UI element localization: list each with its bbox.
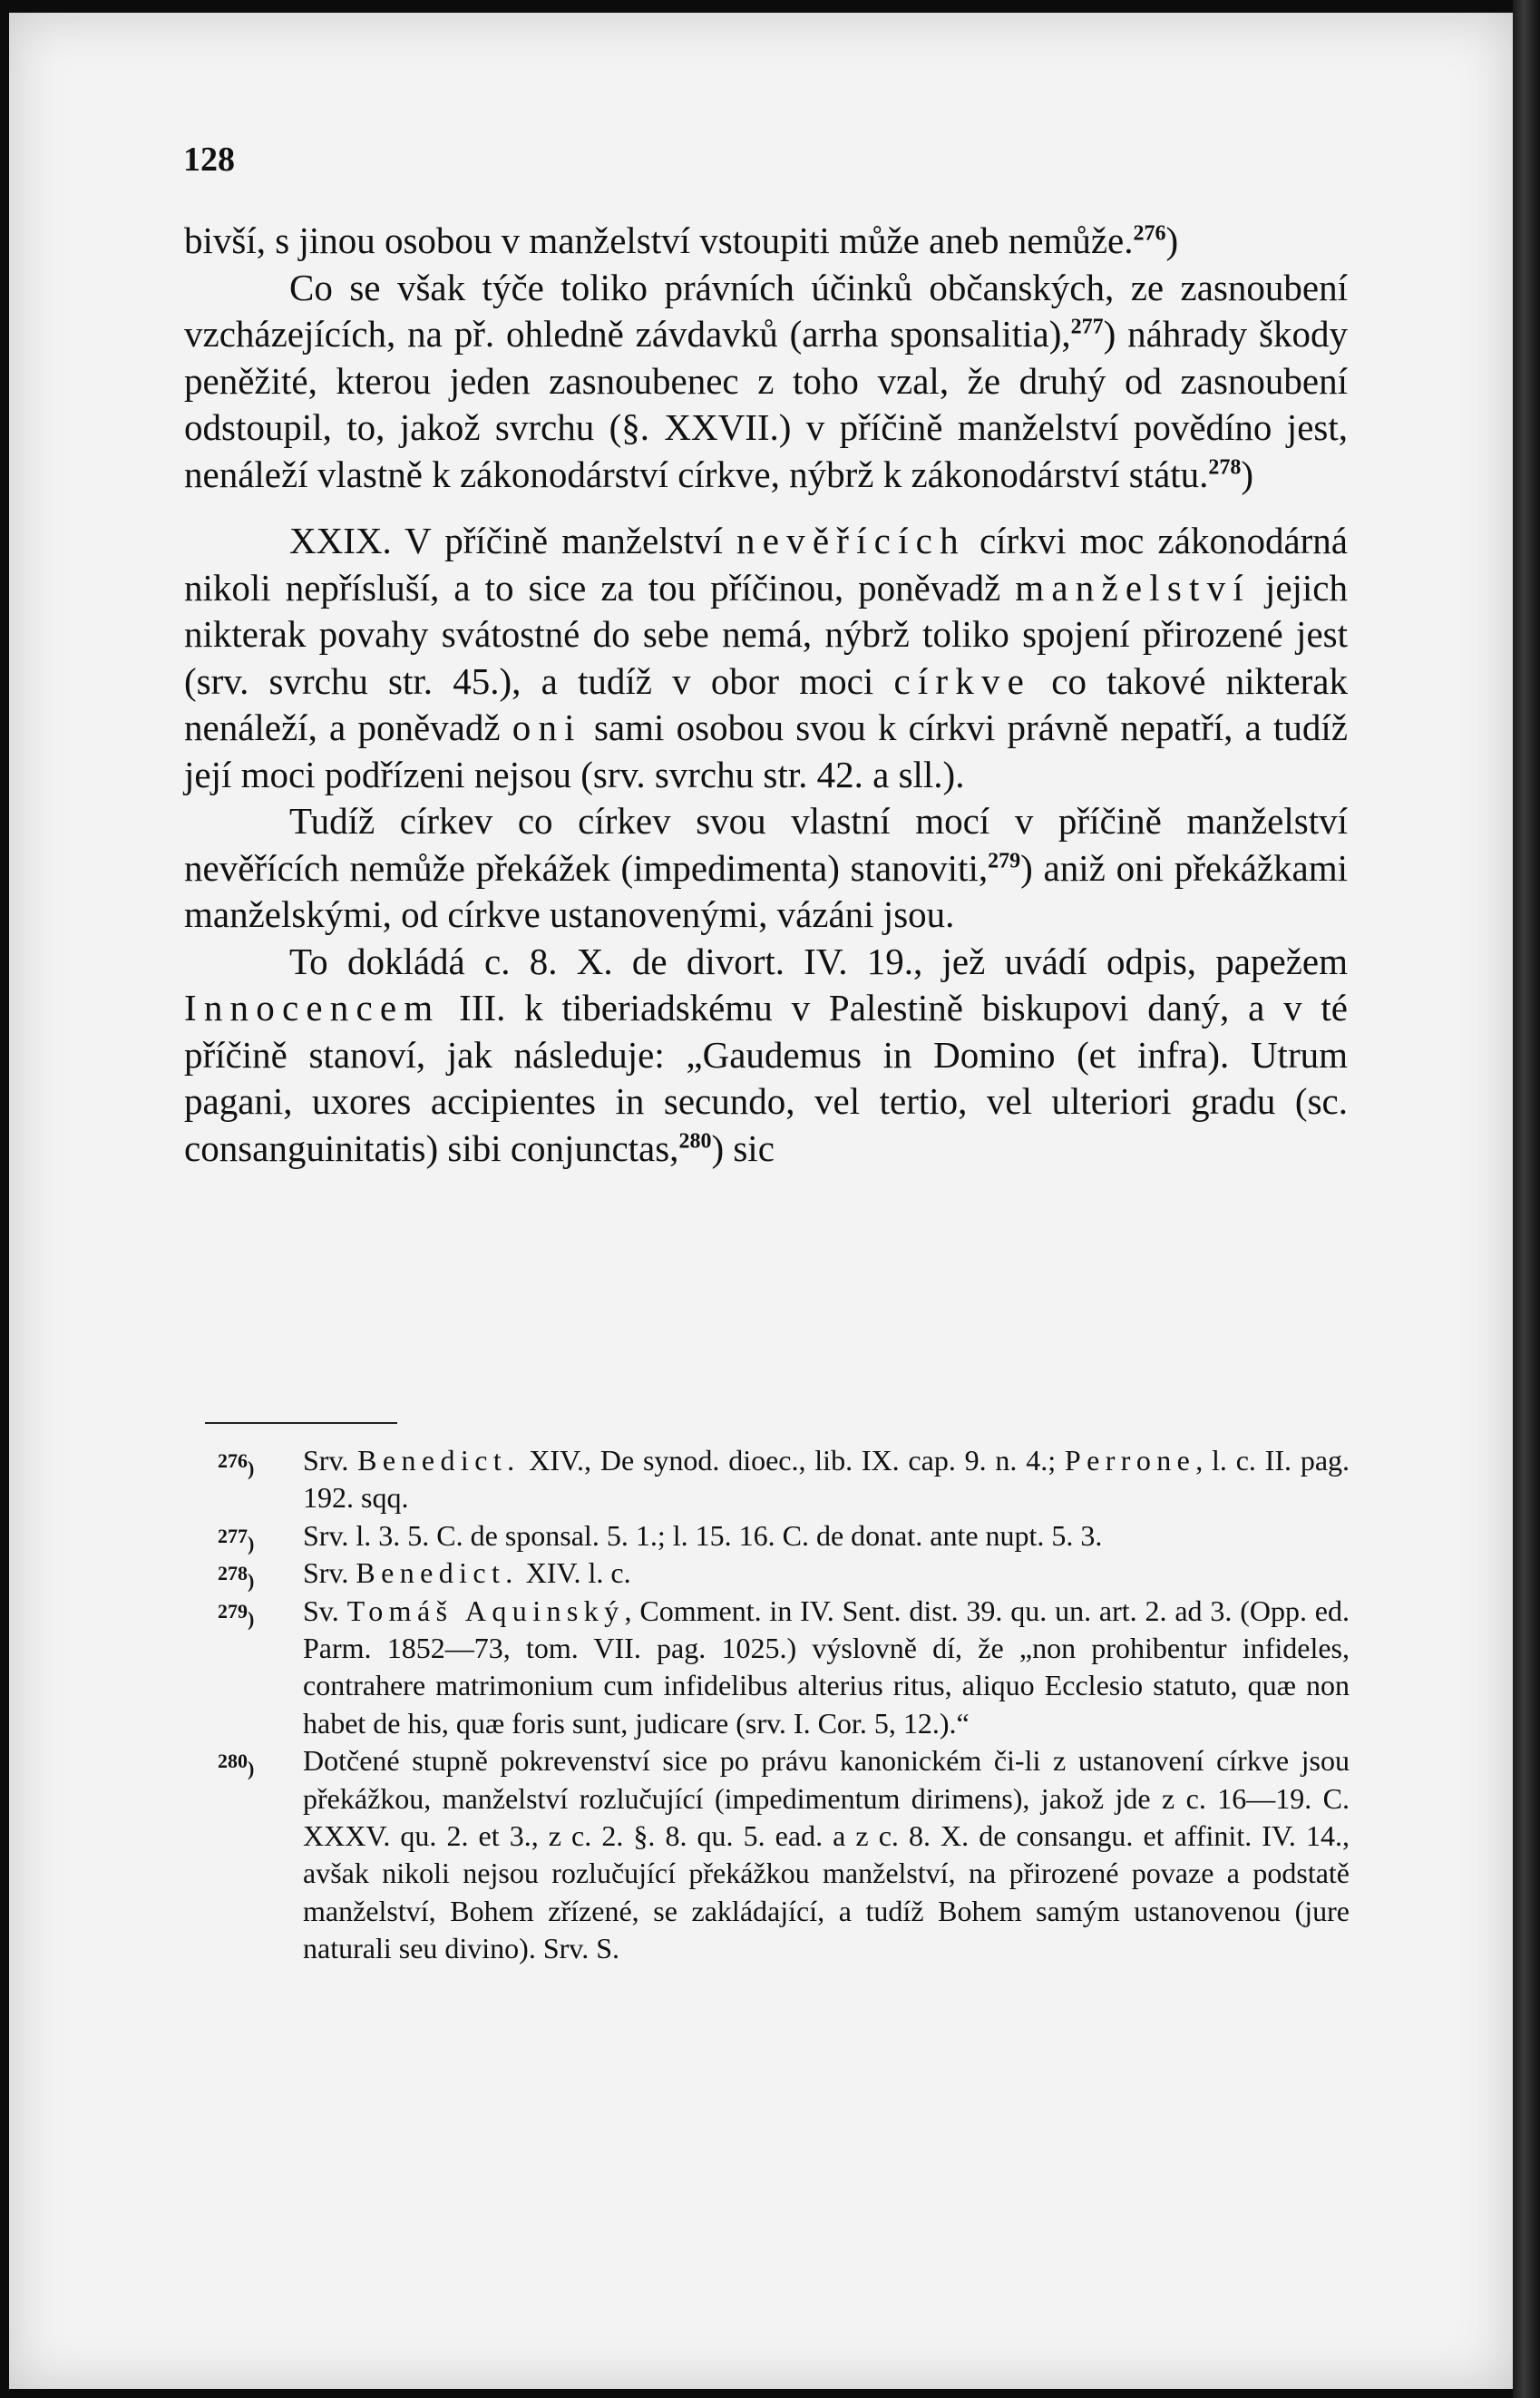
main-text bbox=[184, 218, 1348, 1172]
page-number: 128 bbox=[183, 141, 235, 179]
paragraph-1: bivší, s jinou osobou v manželství vstoupiti může aneb nemůže.$^{276}$) bbox=[184, 219, 1179, 261]
footnote-ref-277: 277 bbox=[1070, 315, 1104, 339]
footnote-ref-278: 278 bbox=[1208, 454, 1242, 479]
footnote-divider bbox=[205, 1422, 397, 1424]
paragraph-5: To dokládá c. 8. X. de divort. IV. 19., jež uvádí odpis, papežem Innocencem III. k tiberiadskému v Palestině biskupovi daný, a v té příčině stanoví, jak následuje: „Gaudemus in Domino (et infra). Utrum pagani, uxores accipientes in secundo, vel tertio, vel ulteriori gradu (sc. consanguinitatis) sibi conjunctas,$^{280}$) sic bbox=[184, 940, 1348, 1169]
footnote-280: $^{280}$) Dotčené stupně pokrevenství sice po právu kanonickém či-li z ustanovení církve jsou překážkou, manželství rozlučující (impedimentum dirimens), jakož jde z c. 16—19. C. XXXV. qu. 2. et 3., z c. 2. §. 8. qu. 5. ead. a z c. 8. X. de consangu. et affinit. IV. 14., avšak nikoli nejsou rozlučující překážkou manželství, na přirozené povaze a podstatě manželství, Bohem zřízené, se zakládající, a tudíž Bohem samým ustanovenou (jure naturali seu divino). Srv. S. bbox=[218, 1744, 1350, 1965]
footnote-276: $^{276}$) Srv. Benedict. XIV., De synod. dioec., lib. IX. cap. 9. n. 4.; Perrone, l. c. II. pag. 192. sqq. bbox=[218, 1444, 1350, 1515]
footnote-277: $^{277}$) Srv. l. 3. 5. C. de sponsal. 5. 1.; l. 15. 16. C. de donat. ante nupt. 5. 3. bbox=[218, 1518, 1103, 1555]
footnote-ref-276: 276 bbox=[1133, 221, 1166, 246]
footnotes bbox=[218, 1442, 1350, 1968]
footnote-278: $^{278}$) Srv. Benedict. XIV. l. c. bbox=[218, 1556, 631, 1593]
footnote-ref-280: 280 bbox=[678, 1128, 712, 1153]
section-xxix: XXIX. V příčině manželství nevěřících církvi moc zákonodárná nikoli nepřísluší, a to sice za tou příčinou, poněvadž manželství jejich nikterak povahy svátostné do sebe nemá, nýbrž toliko spojení přirozené jest (srv. svrchu str. 45.), a tudíž v obor moci církve co takové nikterak nenáleží, a poněvadž oni sami osobou svou k církvi právně nepatří, a tudíž její moci podřízeni nejsou (srv. svrchu str. 42. a sll.). bbox=[184, 520, 1348, 795]
scan-edge bbox=[1513, 0, 1540, 2398]
paragraph-2: Co se však týče toliko právních účinků občanských, ze zasnoubení vzcházejících, na př. ohledně závdavků (arrha sponsalitia),$^{277}$) náhrady škody peněžité, kterou jeden zasnoubenec z toho vzal, že druhý od zasnoubení odstoupil, to, jakož svrchu (§. XXVII.) v příčině manželství povědíno jest, nenáleží vlastně k zákonodárství církve, nýbrž k zákonodárství státu.$^{278}$) bbox=[184, 266, 1348, 495]
footnote-279: $^{279}$) Sv. Tomáš Aquinský, Comment. in IV. Sent. dist. 39. qu. un. art. 2. ad 3. (Opp. ed. Parm. 1852—73, tom. VII. pag. 1025.) výslovně dí, že „non prohibentur infideles, contrahere matrimonium cum infidelibus alterius ritus, aliquo Ecclesio statuto, quæ non habet de his, quæ foris sunt, judicare (srv. I. Cor. 5, 12.).“ bbox=[218, 1594, 1350, 1740]
paragraph-4: Tudíž církev co církev svou vlastní mocí v příčině manželství nevěřících nemůže překážek (impedimenta) stanoviti,$^{279}$) aniž oni překážkami manželskými, od církve ustanovenými, vázáni jsou. bbox=[184, 800, 1349, 935]
footnote-ref-279: 279 bbox=[988, 848, 1021, 872]
